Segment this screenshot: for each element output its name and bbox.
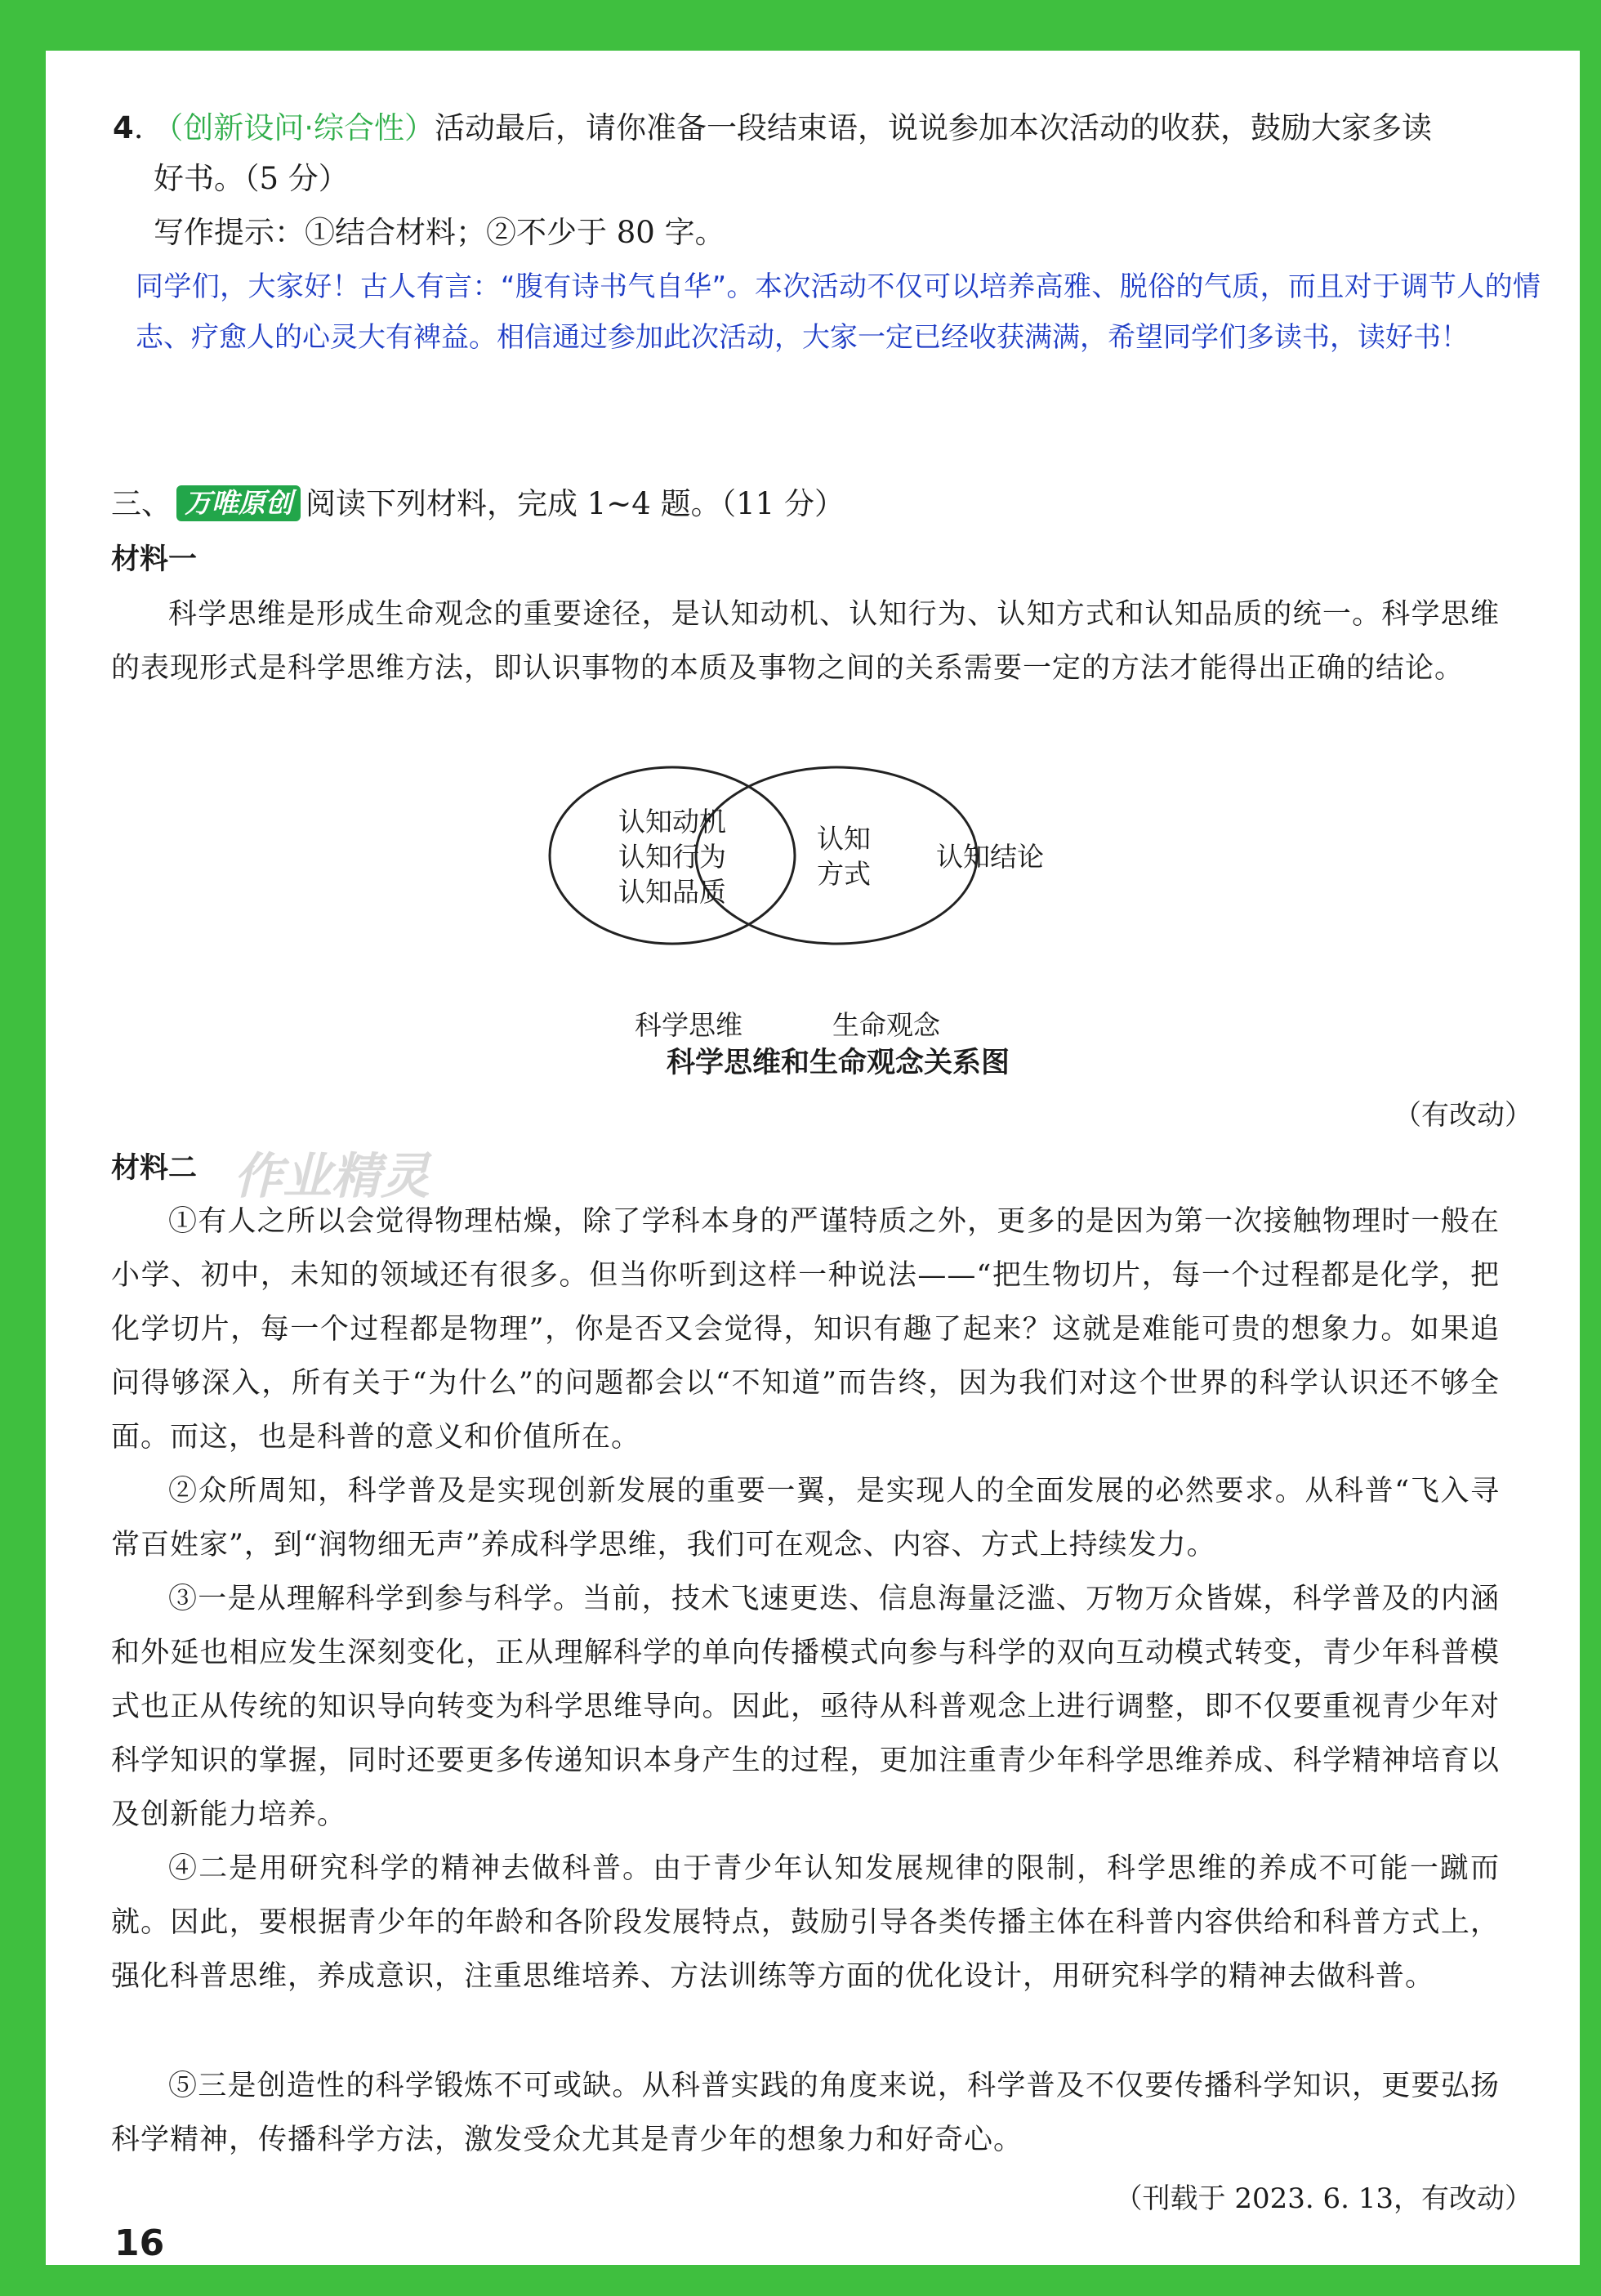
life-concept-ellipse	[696, 767, 977, 944]
section-instruction: 阅读下列材料，完成 1~4 题。（11 分）	[305, 486, 845, 521]
question-text-line2: 好书。（5 分）	[154, 161, 349, 196]
material1-source: （有改动）	[1394, 1099, 1532, 1132]
material2-paragraph-1: ①有人之所以会觉得物理枯燥，除了学科本身的严谨特质之外，更多的是因为第一次接触物理时一般在小学、初中，未知的领域还有很多。但当你听到这样一种说法——“把生物切片，每一个过程都是化学，把化学切片，每一个过程都是物理”，你是否又会觉得，知识有趣了起来？这就是难能可贵的想象力。如果追问得够深入，所有关于“为什么”的问题都会以“不知道”而告终，因为我们对这个世界的科学认识还不够全面。而这，也是科普的意义和价值所在。	[111, 1205, 1500, 1454]
material2-paragraph-5: ⑤三是创造性的科学锻炼不可或缺。从科普实践的角度来说，科学普及不仅要传播科学知识，更要弘扬科学精神，传播科学方法，激发受众尤其是青少年的想象力和好奇心。	[111, 2070, 1500, 2156]
material2-paragraph-3: ③一是从理解科学到参与科学。当前，技术飞速更迭、信息海量泛滥、万物万众皆媒，科学普及的内涵和外延也相应发生深刻变化，正从理解科学的单向传播模式向参与科学的双向互动模式转变，青少年科普模式也正从传统的知识导向转变为科学思维导向。因此，亟待从科普观念上进行调整，即不仅要重视青少年对科学知识的掌握，同时还要更多传递知识本身产生的过程，更加注重青少年科学思维养成、科学精神培育以及创新能力培养。	[111, 1583, 1500, 1831]
left-text-1: 认知动机	[618, 806, 726, 838]
section-prefix: 三、	[111, 486, 172, 521]
material2-title: 材料二	[111, 1152, 198, 1185]
question-number: 4	[113, 110, 134, 145]
material1-title: 材料一	[111, 543, 198, 576]
page	[46, 51, 1580, 2265]
material2-paragraph-2: ②众所周知，科学普及是实现创新发展的重要一翼，是实现人的全面发展的必然要求。从科普“飞入寻常百姓家”，到“润物细无声”养成科学思维，我们可在观念、内容、方式上持续发力。	[111, 1475, 1500, 1561]
right-label: 生命观念	[832, 1009, 940, 1041]
watermark: 作业精灵	[234, 1148, 430, 1205]
left-text-3: 认知品质	[618, 876, 726, 908]
left-label: 科学思维	[635, 1009, 743, 1041]
question-4-line1: 4. （创新设问·综合性）活动最后，请你准备一段结束语，说说参加本次活动的收获，鼓励大家多读	[113, 110, 1433, 145]
middle-text-2: 方式	[817, 858, 871, 890]
writing-hint: 写作提示：①结合材料；②不少于 80 字。	[154, 215, 725, 250]
middle-text-1: 认知	[817, 823, 871, 855]
material2-paragraph-4: ④二是用研究科学的精神去做科普。由于青少年认知发展规律的限制，科学思维的养成不可能一蹴而就。因此，要根据青少年的年龄和各阶段发展特点，鼓励引导各类传播主体在科普内容供给和科普方式上，强化科普思维，养成意识，注重思维培养、方法训练等方面的优化设计，用研究科学的精神去做科普。	[111, 1852, 1500, 1993]
material1-paragraph: 科学思维是形成生命观念的重要途径，是认知动机、认知行为、认知方式和认知品质的统一。科学思维的表现形式是科学思维方法，即认识事物的本质及事物之间的关系需要一定的方法才能得出正确的结论。	[111, 598, 1500, 685]
answer-text: 同学们，大家好！古人有言：“腹有诗书气自华”。本次活动不仅可以培养高雅、脱俗的气质，而且对于调节人的情志、疗愈人的心灵大有裨益。相信通过参加此次活动，大家一定已经收获满满，希望同学们多读书，读好书！	[136, 270, 1541, 354]
left-text-2: 认知行为	[618, 841, 726, 873]
material2-source: （刊载于 2023. 6. 13，有改动）	[1114, 2182, 1532, 2215]
diagram-caption: 科学思维和生命观念关系图	[666, 1047, 1010, 1079]
question-text-line1: 活动最后，请你准备一段结束语，说说参加本次活动的收获，鼓励大家多读	[435, 110, 1433, 145]
question-tag: （创新设问·综合性）	[153, 110, 435, 145]
section-heading	[111, 484, 845, 525]
page-number: 16	[114, 2222, 165, 2264]
venn-diagram	[520, 753, 1140, 1064]
brand-logo: 万唯原创	[176, 485, 301, 521]
right-text: 认知结论	[936, 841, 1044, 873]
